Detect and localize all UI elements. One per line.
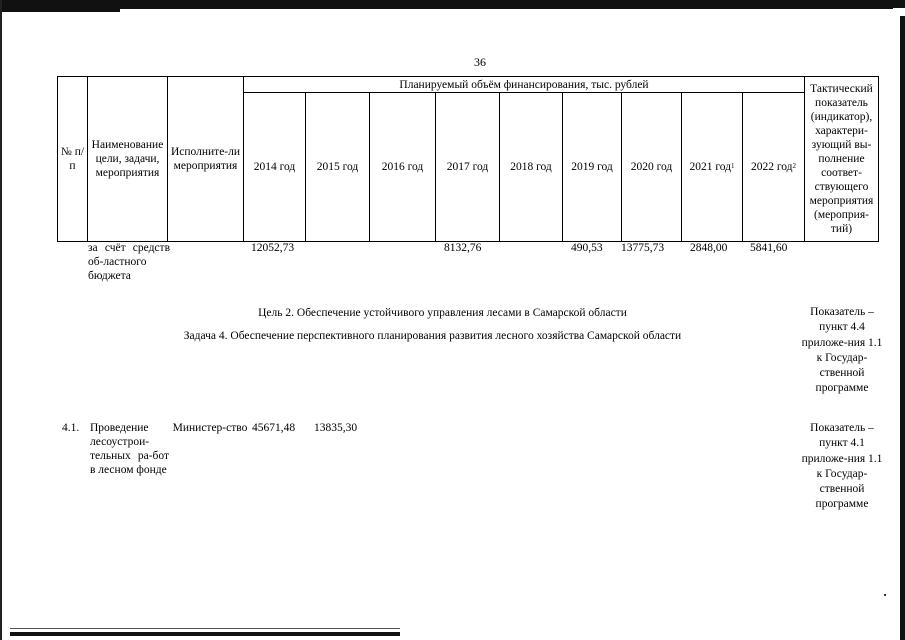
row-regional-2022-value: 5841,60 — [750, 242, 788, 254]
row-regional-2014-value: 12052,73 — [251, 242, 295, 254]
row-regional-2020-value: 13775,73 — [621, 242, 665, 254]
scan-speck — [884, 594, 886, 596]
header-year-2019: 2019 год — [563, 93, 622, 242]
header-year-2018: 2018 год — [500, 93, 563, 242]
row-regional-2019-value: 490,53 — [571, 242, 603, 254]
scan-edge-right-notch — [893, 8, 905, 16]
header-year-2021: 2021 год$^1$ — [682, 93, 743, 242]
task-4-title: Задача 4. Обеспечение перспективного планирования развития лесного хозяйства Самарской области — [183, 330, 682, 342]
scan-edge-bottom-thin — [10, 628, 400, 629]
item-4-1-name: Проведение лесоустрои-тельных ра-бот в лесном фонде — [90, 422, 169, 476]
funding-table-header — [57, 76, 879, 242]
header-year-2022: 2022 год$^2$ — [743, 93, 805, 242]
row-regional-2021-value: 2848,00 — [690, 242, 728, 254]
header-year-2016: 2016 год — [370, 93, 436, 242]
row-regional-2017-value: 8132,76 — [444, 242, 482, 254]
scan-edge-top-step — [0, 0, 120, 12]
header-year-2014: 2014 год — [244, 93, 306, 242]
row-regional-budget-name: за счёт средств об-ластного бюджета — [88, 242, 170, 282]
header-year-2015: 2015 год — [306, 93, 370, 242]
header-funding-group: Планируемый объём финансирования, тыс. рублей — [244, 77, 805, 93]
item-4-1-executor: Министер-ство — [172, 422, 248, 434]
header-year-2020: 2020 год — [622, 93, 682, 242]
task-4-indicator: Показатель – пункт 4.4 приложе-ния 1.1 к Государ-ственной программе — [801, 306, 883, 395]
scan-edge-top — [0, 0, 905, 9]
scan-edge-right — [900, 0, 905, 640]
header-col-number: № п/п — [58, 77, 88, 242]
goal-2-title: Цель 2. Обеспечение устойчивого управления лесами в Самарской области — [258, 307, 627, 319]
item-4-1-2014-value: 45671,48 — [252, 422, 296, 434]
header-col-executor: Исполните-ли мероприятия — [168, 77, 244, 242]
item-4-1-indicator: Показатель – пункт 4.1 приложе-ния 1.1 к Государ-ственной программе — [801, 422, 883, 511]
header-year-2017: 2017 год — [436, 93, 500, 242]
page-number: 36 — [474, 55, 486, 69]
header-col-indicator: Тактический показатель (индикатор), характери-зующий вы-полнение соответ-ствующего мероприятия (мероприя-тий) — [805, 77, 879, 242]
item-4-1-2015-value: 13835,30 — [314, 422, 358, 434]
scan-edge-left — [0, 0, 2, 640]
footnote-mark-2: 2 — [792, 162, 797, 170]
footnote-mark-1: 1 — [731, 162, 735, 170]
item-4-1-number: 4.1. — [62, 422, 80, 434]
scan-edge-bottom — [10, 632, 400, 636]
header-col-name: Наименование цели, задачи, мероприятия — [88, 77, 168, 242]
